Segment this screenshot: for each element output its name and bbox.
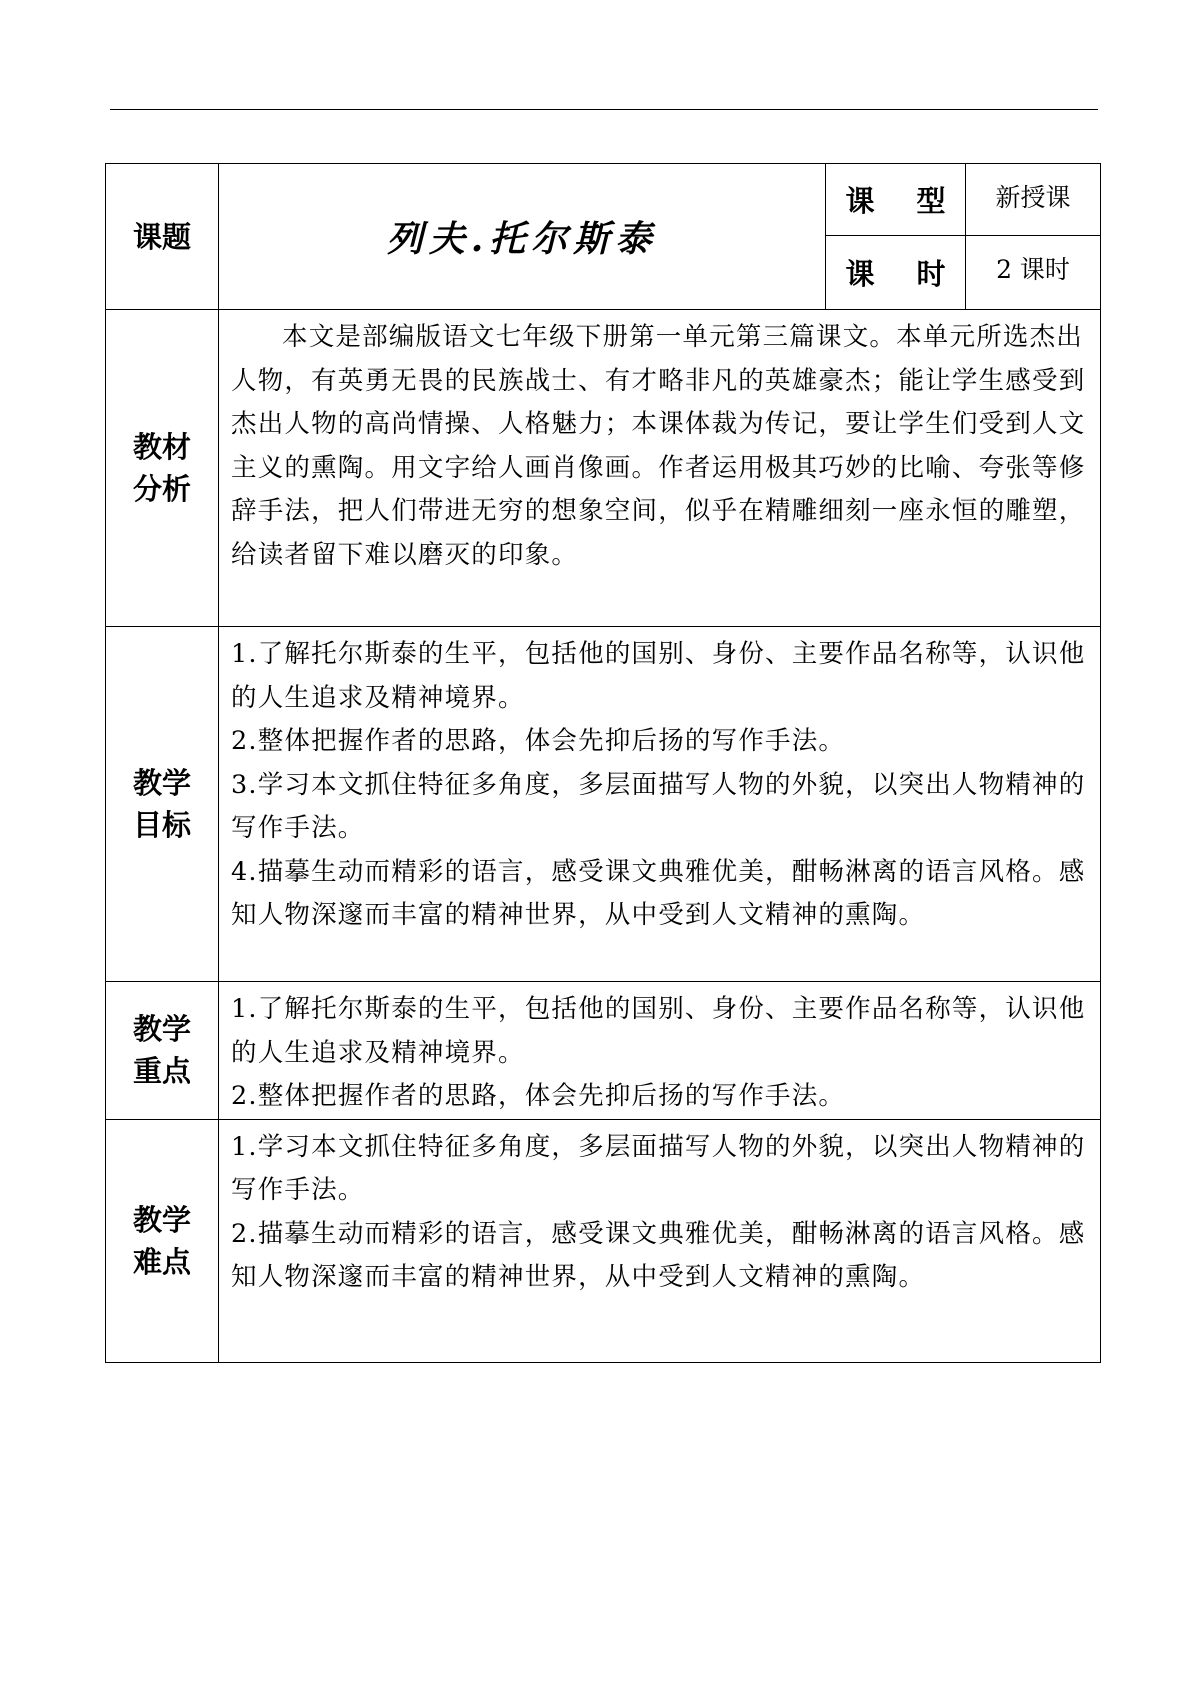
lesson-title: 列夫.托尔斯泰 — [386, 218, 658, 260]
difficulty-item-2: 2.描摹生动而精彩的语言，感受课文典雅优美，酣畅淋离的语言风格。感知人物深邃而丰富的精神世界，从中受到人文精神的熏陶。 — [231, 1218, 1086, 1292]
key-point-item-1: 1.了解托尔斯泰的生平，包括他的国别、身份、主要作品名称等，认识他的人生追求及精神境界。 — [231, 994, 1086, 1068]
analysis-content — [219, 310, 1101, 627]
row-analysis — [106, 310, 1101, 627]
key-point-item-2: 2.整体把握作者的思路，体会先抑后扬的写作手法。 — [231, 1081, 846, 1111]
difficulties-label-line2: 难点 — [132, 1244, 191, 1279]
goals-content — [219, 627, 1101, 982]
analysis-label — [106, 310, 219, 627]
row-title-type — [106, 164, 1101, 236]
title-label: 课题 — [132, 219, 191, 254]
goal-item-4: 4.描摹生动而精彩的语言，感受课文典雅优美，酣畅淋离的语言风格。感知人物深邃而丰富的精神世界，从中受到人文精神的熏陶。 — [231, 856, 1086, 930]
difficulties-content — [219, 1119, 1101, 1362]
analysis-text: 本文是部编版语文七年级下册第一单元第三篇课文。本单元所选杰出人物，有英勇无畏的民族战士、有才略非凡的英雄豪杰；能让学生感受到杰出人物的高尚情操、人格魅力；本课体裁为传记，要让学生们受到人文主义的熏陶。用文字给人画肖像画。作者运用极其巧妙的比喻、夸张等修辞手法，把人们带进无穷的想象空间，似乎在精雕细刻一座永恒的雕塑，给读者留下难以磨灭的印象。 — [231, 322, 1086, 570]
row-goals — [106, 627, 1101, 982]
title-label-cell — [106, 164, 219, 310]
lesson-plan-table — [105, 163, 1101, 1363]
analysis-label-line2: 分析 — [132, 472, 191, 506]
goal-item-3: 3.学习本文抓住特征多角度，多层面描写人物的外貌，以突出人物精神的写作手法。 — [231, 769, 1086, 843]
key-points-label-line2: 重点 — [132, 1054, 191, 1089]
key-points-label — [106, 982, 219, 1120]
hours-value: 2 课时 — [966, 236, 1101, 310]
type-label: 课 型 — [826, 164, 966, 236]
key-points-content — [219, 982, 1101, 1120]
goals-label-line2: 目标 — [132, 808, 191, 842]
title-cell — [219, 164, 826, 310]
goals-label — [106, 627, 219, 982]
header-rule — [110, 109, 1098, 110]
type-value: 新授课 — [966, 164, 1101, 236]
goals-label-line1: 教学 — [132, 766, 191, 800]
row-difficulties — [106, 1119, 1101, 1362]
analysis-label-line1: 教材 — [132, 430, 191, 464]
hours-label: 课 时 — [826, 236, 966, 310]
difficulties-label-line1: 教学 — [132, 1202, 191, 1237]
difficulties-label — [106, 1119, 219, 1362]
goal-item-2: 2.整体把握作者的思路，体会先抑后扬的写作手法。 — [231, 726, 846, 756]
row-key-points — [106, 982, 1101, 1120]
key-points-label-line1: 教学 — [132, 1012, 191, 1047]
goal-item-1: 1.了解托尔斯泰的生平，包括他的国别、身份、主要作品名称等，认识他的人生追求及精神境界。 — [231, 639, 1086, 713]
difficulty-item-1: 1.学习本文抓住特征多角度，多层面描写人物的外貌，以突出人物精神的写作手法。 — [231, 1131, 1086, 1205]
